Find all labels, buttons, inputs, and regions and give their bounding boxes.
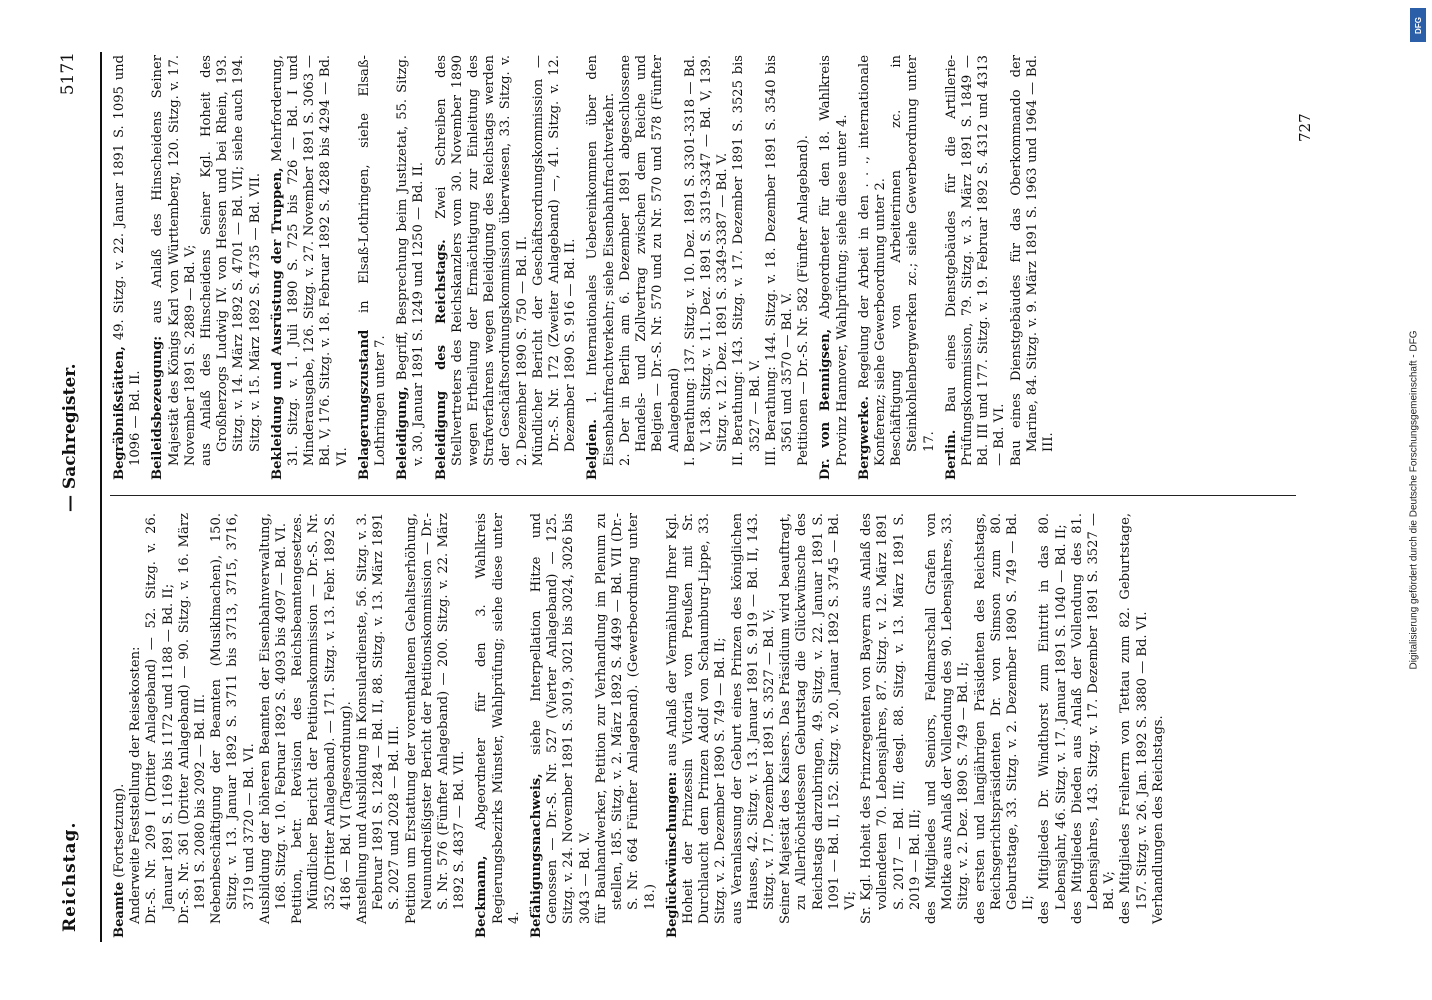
- page-header: [50, 52, 90, 942]
- register-entry: [270, 55, 351, 480]
- entry-first-line: [357, 55, 389, 480]
- entry-text: Mehrforderung, 31. Sitzg. v. 1. Juli 1890 S. 725 bis 726 — Bd. I und Minderausgabe, 126. Sitzg. v. 27. November 1891 S. 3063 — Bd. V, 176. Sitzg. v. 18. Februar 1892 S. 4288 bis 4294 — Bd. VI.: [269, 55, 350, 466]
- entry-first-line: [529, 513, 594, 938]
- entry-subline: [355, 513, 404, 938]
- entry-subline: [1037, 513, 1069, 938]
- entry-text: Beschäftigung von Arbeiterinnen zc. in Steinkohlenbergwerken zc.; siehe Gewerbeordnung unter 17.: [889, 55, 937, 466]
- entry-text: 2. Der in Berlin am 6. Dezember 1891 abgeschlossene Handels- und Zollvertrag zwischen dem Reiche und Belgien — Dr.-S. Nr. 570 und zu Nr. 570 und 578 (Fünfter Anlageband): [617, 55, 682, 466]
- register-entry: [112, 513, 468, 938]
- entry-text: Bau eines Dienstgebäudes für das Oberkommando der Marine, 84. Sitzg. v. 9. März 1891 S. 1963 und 1964 — Bd. III.: [1008, 55, 1056, 466]
- entry-first-line: [818, 55, 850, 480]
- entry-text: Zwei Schreiben des Stellvertreters des Reichskanzlers vom 30. November 1890 wegen Ertheilung der Ermächtigung zur Einleitung des Strafverfahrens wegen Beleidigung des Reichstags werden der Geschäftsordnungskommission überwiesen, 33. Sitzg. v. 2. Dezember 1890 S. 750 — Bd. II.: [433, 55, 530, 466]
- entry-keyword: Beileidsbezeugung:: [150, 335, 166, 480]
- entry-subline: [730, 513, 779, 938]
- register-entry: [944, 55, 1057, 480]
- entry-text: des Mitgliedes Freiherrn von Tettau zum 82. Geburtstage, 157. Sitzg. v. 26. Jan. 1892 S. 3880 — Bd. VI.: [1118, 513, 1150, 924]
- page-content: [14, 52, 1314, 942]
- left-column: [112, 513, 1292, 938]
- entry-text: Regelung der Arbeit in den . . ., internationale Konferenz; siehe Gewerbeordnung unter 2.: [856, 55, 888, 466]
- entry-text: Abgeordneter für den 3. Wahlkreis Regierungsbezirks Münster, Wahlprüfung; siehe diese unter 4.: [474, 513, 522, 924]
- register-entry: [529, 513, 659, 938]
- entry-keyword: Befähigungsnachweis,: [529, 773, 545, 938]
- entry-text: des Mitgliedes Dieden aus Anlaß der Vollendung des 81. Lebensjahres, 143. Sitzg. v. 17. Dezember 1891 S. 3527 — Bd. V;: [1069, 513, 1118, 924]
- entry-subline: [1070, 513, 1119, 938]
- entry-first-line: [112, 513, 128, 938]
- entry-text: Mündlicher Bericht der Geschäftsordnungskommission — Dr.-S. Nr. 172 (Zweiter Anlageband) —, 41. Sitzg. v. 12. Dezember 1890 S. 916 — Bd. II.: [530, 55, 579, 466]
- entry-keyword: Bergwerke.: [856, 396, 872, 480]
- entry-text: aus Anlaß des Hinscheidens Seiner Kgl. Hoheit des Großherzogs Ludwig IV. von Hessen und bei Rhein, 193. Sitzg. v. 14. März 1892 S. 4701 — Bd. VII; siehe auch 194. Sitzg. v. 15. März 1892 S. 4735 — Bd. VII.: [199, 55, 263, 466]
- entry-first-line: [112, 55, 144, 480]
- entry-first-line: [434, 55, 531, 480]
- entry-subline: [1118, 513, 1150, 938]
- entry-subline: [144, 513, 176, 938]
- header-section-title: Reichstag.: [60, 821, 80, 932]
- entry-subline: [199, 55, 264, 480]
- column-divider: [110, 495, 1296, 496]
- register-entry: [150, 55, 263, 480]
- entry-keyword: Belgien.: [585, 419, 601, 480]
- entry-subline: [290, 513, 355, 938]
- entry-text: aus Veranlassung der Geburt eines Prinzen des königlichen Hauses, 42. Sitzg. v. 13. Januar 1891 S. 919 — Bd. II, 143. Sitzg. v. 17. Dezember 1891 S. 3527 — Bd. V;: [729, 513, 777, 924]
- header-register-title: — Sachregister.: [60, 363, 80, 512]
- entry-subline: [764, 55, 796, 480]
- entry-text: Petitionen — Dr.-S. Nr. 582 (Fünfter Anlageband).: [796, 135, 812, 466]
- entry-text: Sr. Kgl. Hoheit des Prinzregenten von Bayern aus Anlaß des vollendeten 70. Lebensjahres, 87. Sitzg. v. 12. März 1891 S. 2017 — Bd. III; desgl. 88. Sitzg. v. 13. März 1891 S. 2019 — Bd. III;: [859, 513, 923, 924]
- entry-text: des ersten und langjährigen Präsidenten des Reichstags, Reichsgerichtspräsidenten Dr. von Simson zum 80. Geburtstage, 33. Sitzg. v. 2. Dezember 1890 S. 749 — Bd. II;: [972, 513, 1037, 924]
- entry-keyword: Beleidigung des Reichstags.: [433, 239, 449, 480]
- entry-text: Dr.-S. Nr. 361 (Dritter Anlageband) — 90. Sitzg. v. 16. März 1891 S. 2080 bis 2092 — Bd. III.: [176, 513, 209, 924]
- entry-text: Petition um Erstattung der vorenthaltenen Gehaltserhöhung, Neunundreißigster Bericht der Petitionskommission — Dr.-S. Nr. 576 (Fünfter Anlageband) — 200. Sitzg. v. 22. März 1892 S. 4837 — Bd. VII.: [403, 513, 468, 924]
- entry-subline: [177, 513, 209, 938]
- entry-text: Verhandlungen des Reichstags.: [1150, 715, 1166, 924]
- entry-text: Anderweite Feststellung der Reisekosten:: [128, 646, 144, 924]
- entry-subline: [889, 55, 938, 480]
- entry-subline: [796, 55, 812, 480]
- entry-text: Begriff, Besprechung beim Justizetat, 55. Sitzg. v. 30. Januar 1891 S. 1249 und 1250 — Bd. II.: [395, 55, 427, 466]
- register-entry: [474, 513, 523, 938]
- entry-keyword: Beamte: [112, 881, 127, 938]
- entry-keyword: Beckmann,: [474, 855, 490, 938]
- entry-text: 1. Internationales Uebereinkommen über den Eisenbahnfrachtverkehr; siehe Eisenbahnfrachtverkehr.: [585, 55, 617, 466]
- digitization-note: Digitalisierung gefördert durch die Deutsche Forschungsgemeinschaft - DFG: [1408, 330, 1420, 670]
- entry-text: III. Berathung: 144. Sitzg. v. 18. Dezember 1891 S. 3540 bis 3561 und 3570 — Bd. V.: [763, 55, 795, 466]
- footer-number: 727: [1296, 113, 1314, 142]
- entry-subline: [859, 513, 924, 938]
- entry-first-line: [150, 55, 199, 480]
- entry-text: (Fortsetzung).: [112, 783, 127, 878]
- entry-text: Bau eines Dienstgebäudes für die Artillerie-Prüfungskommission, 79. Sitzg. v. 3. März 1891 S. 1849 — Bd. III und 177. Sitzg. v. 19. Februar 1892 S. 4312 und 4313 — Bd. VI.: [943, 55, 1008, 466]
- page-number: 5171: [58, 52, 78, 96]
- entry-first-line: [474, 513, 523, 938]
- entry-text: aus Anlaß der Vermählung Ihrer Kgl. Hoheit der Prinzessin Victoria von Preußen mit Sr. Durchlaucht dem Prinzen Adolf von Schaumburg-Lippe, 33. Sitzg. v. 2. Dezember 1890 S. 749 — Bd. II;: [664, 513, 729, 924]
- entry-text: Seiner Majestät des Kaisers. Das Präsidium wird beauftragt, zu Allerhöchstdessen Geburtstag die Glückwünsche des Reichstags darzubringen, 49. Sitzg. v. 22. Januar 1891 S. 1091 — Bd. II, 152. Sitzg. v. 20. Januar 1892 S. 3745 — Bd. VI;: [778, 513, 858, 924]
- entry-text: Dr.-S. Nr. 209 I (Dritter Anlageband) — 52. Sitzg. v. 26. Januar 1891 S. 1169 bis 1172 und 1188 — Bd. II;: [144, 513, 176, 924]
- entry-text: des Mitgliedes und Seniors, Feldmarschall Grafen von Moltke aus Anlaß der Vollendung des 90. Lebensjahres, 33. Sitzg. v. 2. Dez. 1890 S. 749 — Bd. II;: [923, 513, 972, 924]
- register-entry: [434, 55, 580, 480]
- entry-subline: [973, 513, 1038, 938]
- entry-keyword: Dr. von Bennigsen,: [818, 328, 834, 480]
- entry-text: II. Berathung: 143. Sitzg. v. 17. Dezember 1891 S. 3525 bis 3527 — Bd. V.: [731, 55, 763, 466]
- entry-text: Ausbildung der höheren Beamten der Eisenbahnverwaltung, 168. Sitzg. v. 10. Februar 1892 S. 4093 bis 4097 — Bd. VI.: [257, 513, 290, 924]
- entry-keyword: Begräbnißstätten,: [112, 346, 127, 480]
- register-entry: [585, 55, 812, 480]
- entry-text: in Elsaß-Lothringen, siehe Elsaß-Lothringen unter 7.: [356, 55, 389, 466]
- entry-text: aus Anlaß des Hinscheidens Seiner Majestät des Königs Karl von Württemberg, 120. Sitzg. v. 17. November 1891 S. 2889 — Bd. V;: [150, 55, 198, 466]
- entry-subline: [731, 55, 763, 480]
- entry-keyword: Belagerungszustand: [356, 329, 372, 480]
- entry-keyword: Bekleidung und Ausrüstung der Truppen,: [269, 167, 285, 480]
- entry-first-line: [857, 55, 889, 480]
- dfg-logo: [1410, 8, 1426, 42]
- entry-text: Petition, betr. Revision des Reichsbeamtengesetzes. Mündlicher Bericht der Petitionskommission — Dr.-S. Nr. 352 (Dritter Anlageband). — 171. Sitzg. v. 13. Febr. 1892 S. 4186 — Bd. VI (Tagesordnung).: [290, 513, 354, 924]
- dfg-logo-text: DFG: [1413, 16, 1423, 34]
- entry-subline: [683, 55, 732, 480]
- entry-text: für Bauhandwerker, Petition zur Verhandlung im Plenum zu stellen, 185. Sitzg. v. 2. März 1892 S. 4499 — Bd. VII (Dr.-S. Nr. 664 Fünfter Anlageband). (Gewerbeordnung unter 18.): [593, 513, 658, 924]
- entry-keyword: Berlin.: [943, 429, 959, 480]
- entry-first-line: [944, 55, 1009, 480]
- entry-subline: [531, 55, 580, 480]
- entry-text: siehe Interpellation Hitze und Genossen — Dr.-S. Nr. 527 (Vierter Anlageband) — 125. Sitzg. v. 24. November 1891 S. 3019, 3021 bis 3024, 3026 bis 3043 — Bd. V.: [529, 513, 593, 924]
- entry-subline: [404, 513, 469, 938]
- entry-first-line: [270, 55, 351, 480]
- entry-first-line: [395, 55, 427, 480]
- register-entry: [857, 55, 938, 480]
- entry-keyword: Beleidigung,: [395, 386, 411, 480]
- entry-subline: [924, 513, 973, 938]
- entry-subline: [1009, 55, 1058, 480]
- entry-subline: [618, 55, 683, 480]
- entry-text: Anstellung und Ausbildung in Konsulardienste, 56. Sitzg. v. 3. Februar 1891 S. 1284 — Bd. II, 88. Sitzg. v. 13. März 1891 S. 2027 und 2028 — Bd. III.: [355, 513, 403, 924]
- right-column: [112, 55, 1292, 480]
- header-rule: [100, 52, 102, 942]
- entry-subline: [128, 513, 144, 938]
- entry-text: des Mitgliedes Dr. Windthorst zum Eintritt in das 80. Lebensjahr, 46. Sitzg. v. 17. Januar 1891 S. 1040 — Bd. II;: [1037, 513, 1069, 924]
- register-entry: [665, 513, 1167, 938]
- entry-text: I. Berathung: 137. Sitzg. v. 10. Dez. 1891 S. 3301-3318 — Bd. V, 138. Sitzg. v. 11. Dez. 1891 S. 3319-3347 — Bd. V, 139. Sitzg. v. 12. Dez. 1891 S. 3349-3387 — Bd. V.: [682, 55, 731, 466]
- entry-text: 49. Sitzg. v. 22. Januar 1891 S. 1095 und 1096 — Bd. II.: [112, 55, 144, 466]
- entry-subline: [594, 513, 659, 938]
- entry-text: Nebenbeschäftigung der Beamten (Musiklmachen), 150. Sitzg. v. 13. Januar 1892 S. 3711 bis 3713, 3715, 3716, 3719 und 3720 — Bd. VI.: [209, 513, 257, 924]
- entry-text: Abgeordneter für den 18. Wahlkreis Provinz Hannover, Wahlprüfung; siehe diese unter 4.: [818, 55, 850, 466]
- entry-subline: [778, 513, 859, 938]
- register-entry: [395, 55, 427, 480]
- entry-first-line: [585, 55, 617, 480]
- register-entry: [357, 55, 389, 480]
- entry-first-line: [665, 513, 730, 938]
- entry-subline: [258, 513, 290, 938]
- register-entry: [818, 55, 850, 480]
- entry-subline: [1151, 513, 1167, 938]
- entry-keyword: Beglückwünschungen:: [664, 771, 680, 938]
- register-entry: [112, 55, 144, 480]
- entry-subline: [209, 513, 258, 938]
